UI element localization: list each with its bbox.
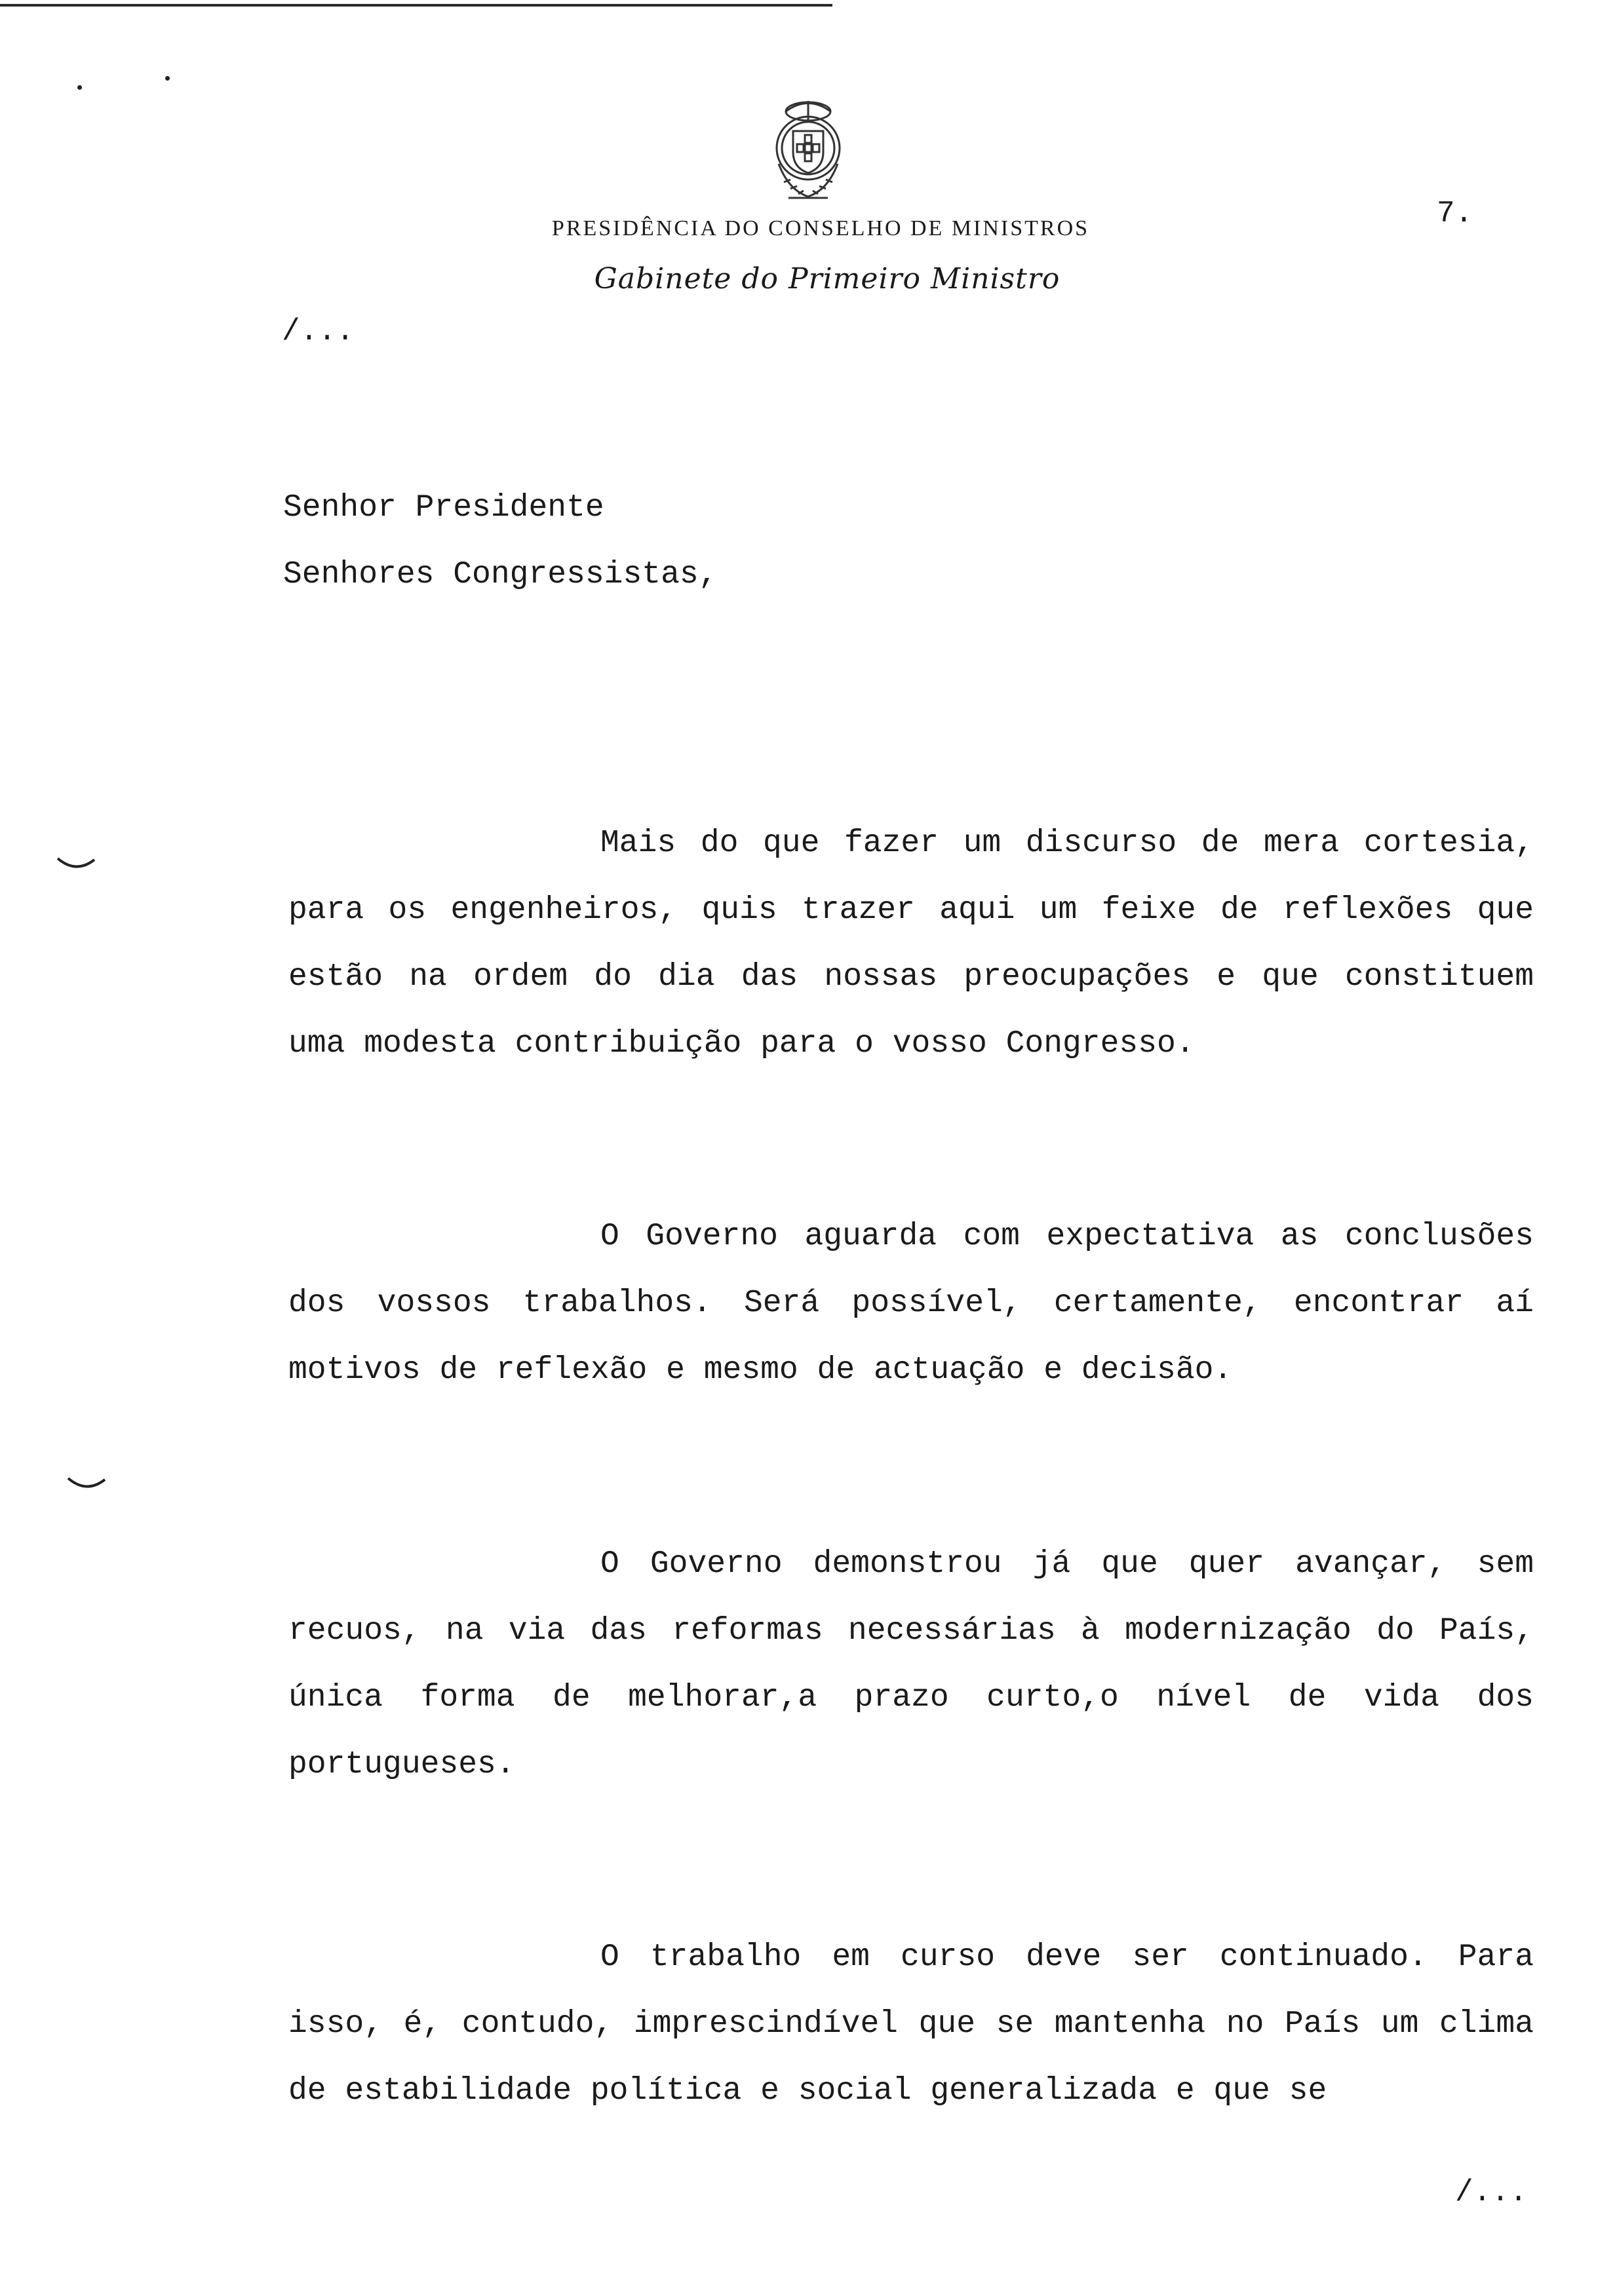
office-name: Gabinete do Primeiro Ministro [594, 262, 1060, 296]
margin-dot [77, 85, 82, 90]
coat-of-arms-seal [752, 92, 864, 206]
salutation-line-2: Senhores Congressistas, [283, 557, 718, 592]
margin-curve-mark [66, 1474, 107, 1493]
continuation-mark-top: /... [282, 315, 355, 349]
salutation-line-1: Senhor Presidente [283, 490, 604, 526]
paragraph-1: Mais do que fazer um discurso de mera cortesia, para os engenheiros, quis trazer aqui um feixe de reflexões que estão na ordem do dia das nossas preocupações e que constituem uma modesta contribuição para o vosso Congresso. [288, 826, 1534, 1062]
paragraph-2: O Governo aguarda com expectativa as conclusões dos vossos trabalhos. Será possível, certamente, encontrar aí motivos de reflexão e mesmo de actuação e decisão. [288, 1219, 1534, 1388]
margin-dot [165, 76, 170, 81]
continuation-mark-bottom: /... [1455, 2175, 1528, 2210]
top-rule [0, 4, 832, 7]
margin-curve-mark [55, 854, 97, 873]
paragraph-3: O Governo demonstrou já que quer avançar, sem recuos, na via das reformas necessárias à modernização do País, única forma de melhorar,a prazo curto,o nível de vida dos portugueses. [288, 1546, 1534, 1782]
page-number: 7. [1437, 197, 1473, 231]
paragraph-4: O trabalho em curso deve ser continuado. Para isso, é, contudo, imprescindível que se mantenha no País um clima de estabilidade política e social generalizada e que se [288, 1940, 1534, 2109]
institution-name: PRESIDÊNCIA DO CONSELHO DE MINISTROS [551, 216, 1090, 240]
